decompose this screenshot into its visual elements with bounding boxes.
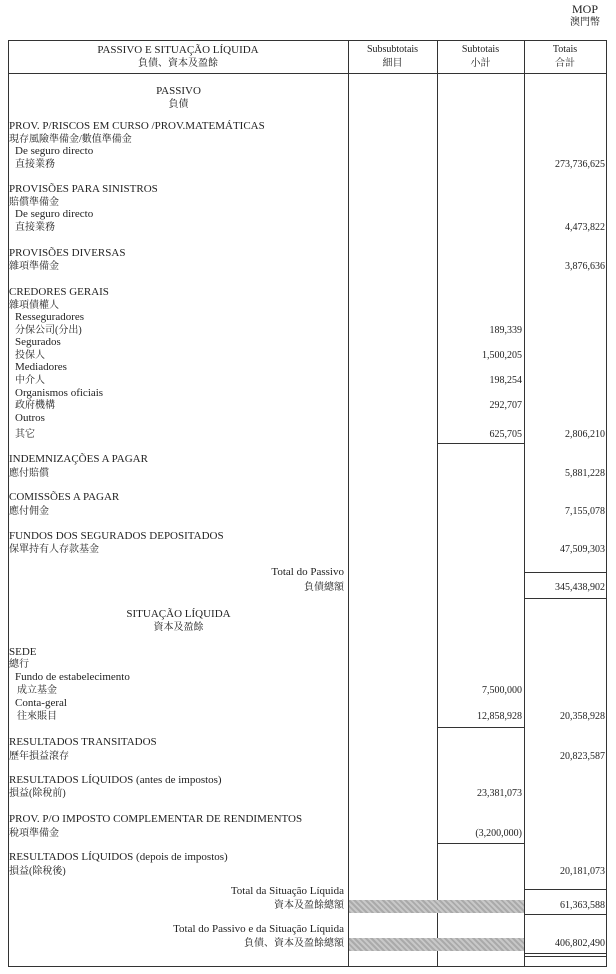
subtotal-value: 23,381,073	[477, 788, 522, 799]
subtotal-underline	[437, 843, 524, 844]
row-label-cn: 應付佣金	[9, 506, 49, 517]
header-totais	[524, 43, 606, 71]
total-label: Total do Passivo	[271, 566, 344, 578]
row-label-cn: 保單持有人存款基金	[9, 544, 99, 555]
row-sublabel-cn: 政府機構	[15, 400, 55, 411]
total-value: 20,181,073	[560, 866, 605, 877]
total-value: 61,363,588	[560, 900, 605, 911]
row-label: CREDORES GERAIS	[9, 286, 109, 298]
section-title-cn: 負債	[168, 99, 189, 110]
row-label: RESULTADOS TRANSITADOS	[9, 736, 157, 748]
section-title: SITUAÇÃO LÍQUIDA	[126, 608, 231, 620]
table-border-bottom	[8, 966, 607, 967]
row-label-cn: 總行	[9, 659, 29, 670]
currency-label	[560, 2, 610, 30]
row-sublabel-cn: 分保公司(分出)	[15, 325, 82, 336]
row-sublabel: Organismos oficiais	[15, 387, 104, 399]
row-sublabel: Resseguradores	[15, 311, 85, 323]
total-label-cn: 負債、資本及盈餘總額	[244, 938, 344, 949]
row-label: RESULTADOS LÍQUIDOS (depois de impostos)	[9, 851, 228, 863]
total-value: 2,806,210	[565, 429, 605, 440]
subtotal-value: 1,500,205	[482, 350, 522, 361]
subtotal-value: 189,339	[489, 325, 522, 336]
row-sublabel: De seguro directo	[15, 145, 94, 157]
row-sublabel-cn: 往來賬目	[17, 711, 57, 722]
row-sublabel-cn: 其它	[15, 429, 35, 440]
currency-code: MOP	[571, 2, 598, 16]
total-value: 3,876,636	[565, 261, 605, 272]
header-c3-cn: 合計	[555, 58, 575, 69]
header-subtotais	[437, 43, 524, 71]
row-sublabel-cn: 直接業務	[15, 222, 55, 233]
row-sublabel: De seguro directo	[15, 208, 94, 220]
total-value: 7,155,078	[565, 506, 605, 517]
row-label-cn: 歷年損益滾存	[9, 751, 69, 762]
row-label: COMISSÕES A PAGAR	[9, 491, 120, 503]
row-label-cn: 損益(除稅後)	[9, 866, 66, 877]
row-label: PROVISÕES PARA SINISTROS	[9, 183, 158, 195]
row-label: PROVISÕES DIVERSAS	[9, 247, 126, 259]
header-divider	[8, 73, 607, 74]
section-title: PASSIVO	[156, 85, 201, 97]
header-c2-pt: Subtotais	[461, 44, 500, 55]
total-label: Total da Situação Líquida	[230, 885, 344, 897]
subtotal-value: 7,500,000	[482, 685, 522, 696]
section-title-cn: 資本及盈餘	[153, 622, 204, 633]
total-value: 4,473,822	[565, 222, 605, 233]
row-label: INDEMNIZAÇÕES A PAGAR	[9, 453, 148, 465]
grand-total-value: 406,802,490	[555, 938, 605, 949]
row-sublabel: Mediadores	[15, 361, 67, 373]
total-value: 20,823,587	[560, 751, 605, 762]
row-label: SEDE	[9, 646, 37, 658]
subtotal-value: 625,705	[489, 429, 522, 440]
total-value: 5,881,228	[565, 468, 605, 479]
header-c3-pt: Totais	[552, 44, 578, 55]
row-label: RESULTADOS LÍQUIDOS (antes de impostos)	[9, 774, 222, 786]
row-sublabel-cn: 投保人	[15, 350, 45, 361]
row-sublabel-cn: 直接業務	[15, 159, 55, 170]
total-label-cn: 負債總額	[304, 582, 344, 593]
row-sublabel: Outros	[15, 412, 45, 424]
header-subsubtotais	[348, 43, 437, 71]
subtotal-underline	[437, 443, 524, 444]
currency-cn: 澳門幣	[570, 17, 600, 28]
header-title-cn: 負債、資本及盈餘	[138, 58, 218, 69]
table-border-top	[8, 40, 607, 41]
row-label-cn: 稅項準備金	[9, 828, 59, 839]
subtotal-value: 198,254	[489, 375, 522, 386]
header-title-pt: PASSIVO E SITUAÇÃO LÍQUIDA	[97, 44, 259, 56]
col-line	[606, 40, 607, 967]
row-label: PROV. P/O IMPOSTO COMPLEMENTAR DE RENDIMENTOS	[9, 813, 303, 825]
row-sublabel: Segurados	[15, 336, 61, 348]
subtotal-underline	[437, 727, 524, 728]
row-label-cn: 雜項債權人	[9, 300, 59, 311]
header-c2-cn: 小計	[470, 58, 491, 69]
total-double-line	[524, 956, 606, 957]
row-label-cn: 應付賠償	[9, 468, 49, 479]
total-line	[524, 598, 606, 599]
row-label-cn: 損益(除稅前)	[9, 788, 66, 799]
header-c1-pt: Subsubtotais	[366, 44, 419, 55]
row-sublabel-cn: 中介人	[15, 375, 45, 386]
row-label-cn: 賠償準備金	[9, 197, 59, 208]
row-label: FUNDOS DOS SEGURADOS DEPOSITADOS	[9, 530, 224, 542]
subtotal-value: (3,200,000)	[475, 828, 522, 839]
total-value: 47,509,303	[560, 544, 605, 555]
total-value: 345,438,902	[555, 582, 605, 593]
total-line	[524, 914, 606, 915]
row-label-cn: 現存風險準備金/數值準備金	[9, 134, 132, 145]
row-sublabel-cn: 成立基金	[17, 685, 57, 696]
total-label: Total do Passivo e da Situação Líquida	[173, 923, 344, 935]
subtotal-value: 12,858,928	[477, 711, 522, 722]
subtotal-value: 292,707	[489, 400, 522, 411]
row-label: PROV. P/RISCOS EM CURSO /PROV.MATEMÁTICAS	[9, 120, 265, 132]
total-value: 20,358,928	[560, 711, 605, 722]
total-value: 273,736,625	[555, 159, 605, 170]
total-double-line	[524, 953, 606, 954]
header-title	[8, 43, 348, 71]
header-c1-cn: 細目	[382, 58, 403, 69]
row-sublabel: Fundo de estabelecimento	[15, 671, 130, 683]
row-label-cn: 雜項準備金	[9, 261, 59, 272]
total-label-cn: 資本及盈餘總額	[274, 900, 344, 911]
row-sublabel: Conta-geral	[15, 697, 67, 709]
